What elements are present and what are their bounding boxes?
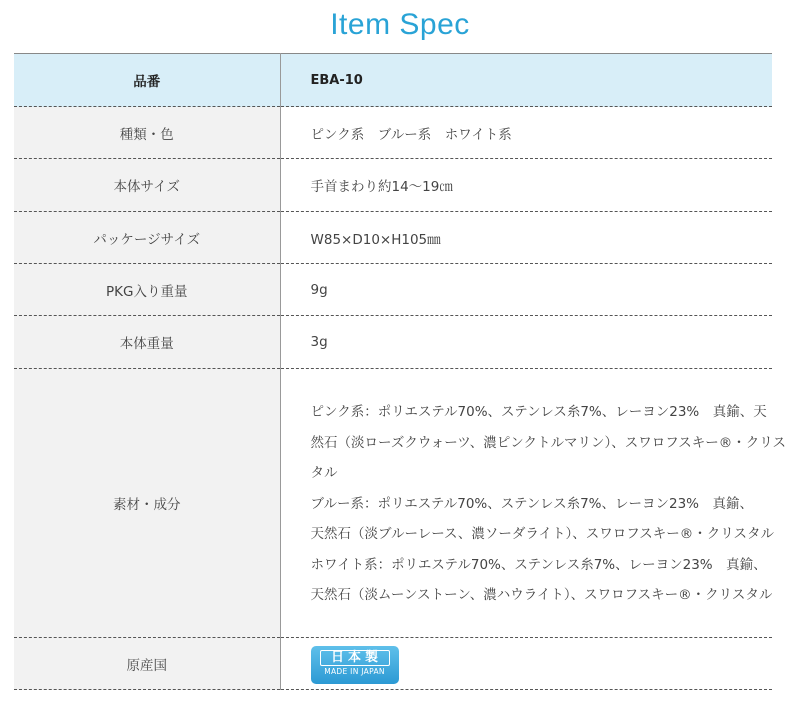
spec-row-body-weight bbox=[14, 316, 772, 369]
material-line: 然石（淡ローズクウォーツ、濃ピンクトルマリン）、スワロフスキー®・クリス bbox=[310, 434, 786, 451]
spec-key: PKG入り重量 bbox=[14, 264, 280, 316]
spec-key: 素材・成分 bbox=[14, 369, 280, 638]
spec-key: 本体サイズ bbox=[14, 159, 280, 212]
spec-value: 手首まわり約14～19㎝ bbox=[280, 159, 772, 212]
spec-key: 種類・色 bbox=[14, 107, 280, 159]
badge-main-text: 日本製 bbox=[320, 650, 390, 666]
material-line: 天然石（淡ムーンストーン、濃ハウライト）、スワロフスキー®・クリスタル bbox=[310, 587, 773, 604]
material-line: 天然石（淡ブルーレース、濃ソーダライト）、スワロフスキー®・クリスタル bbox=[310, 526, 774, 543]
badge-sub-text: MADE IN JAPAN bbox=[324, 666, 385, 676]
spec-key: パッケージサイズ bbox=[14, 212, 280, 264]
material-line: ホワイト系：ポリエステル70%、ステンレス糸7%、レーヨン23% 真鍮、 bbox=[310, 556, 767, 573]
spec-row-origin bbox=[14, 638, 772, 690]
spec-key: 品番 bbox=[14, 54, 280, 107]
spec-row-body-size bbox=[14, 159, 772, 212]
spec-table bbox=[14, 53, 786, 690]
spec-row-type-color bbox=[14, 107, 772, 159]
spec-value: W85×D10×H105㎜ bbox=[280, 212, 772, 264]
spec-value bbox=[280, 369, 786, 638]
spec-value: EBA-10 bbox=[280, 54, 772, 107]
spec-value bbox=[280, 638, 772, 690]
spec-row-package-weight bbox=[14, 264, 772, 316]
spec-row-material bbox=[14, 369, 772, 638]
page-title: Item Spec bbox=[330, 8, 470, 41]
material-lines bbox=[310, 389, 786, 617]
material-line: ブルー系：ポリエステル70%、ステンレス糸7%、レーヨン23% 真鍮、 bbox=[310, 495, 753, 512]
spec-value: 3g bbox=[280, 316, 772, 369]
spec-key: 本体重量 bbox=[14, 316, 280, 369]
spec-value: ピンク系 ブルー系 ホワイト系 bbox=[280, 107, 772, 159]
material-line: タル bbox=[310, 465, 338, 482]
spec-value: 9g bbox=[280, 264, 772, 316]
spec-row-product-number bbox=[14, 54, 772, 107]
spec-key: 原産国 bbox=[14, 638, 280, 690]
spec-row-package-size bbox=[14, 212, 772, 264]
material-line: ピンク系：ポリエステル70%、ステンレス糸7%、レーヨン23% 真鍮、天 bbox=[310, 404, 767, 421]
made-in-japan-badge bbox=[311, 646, 399, 684]
